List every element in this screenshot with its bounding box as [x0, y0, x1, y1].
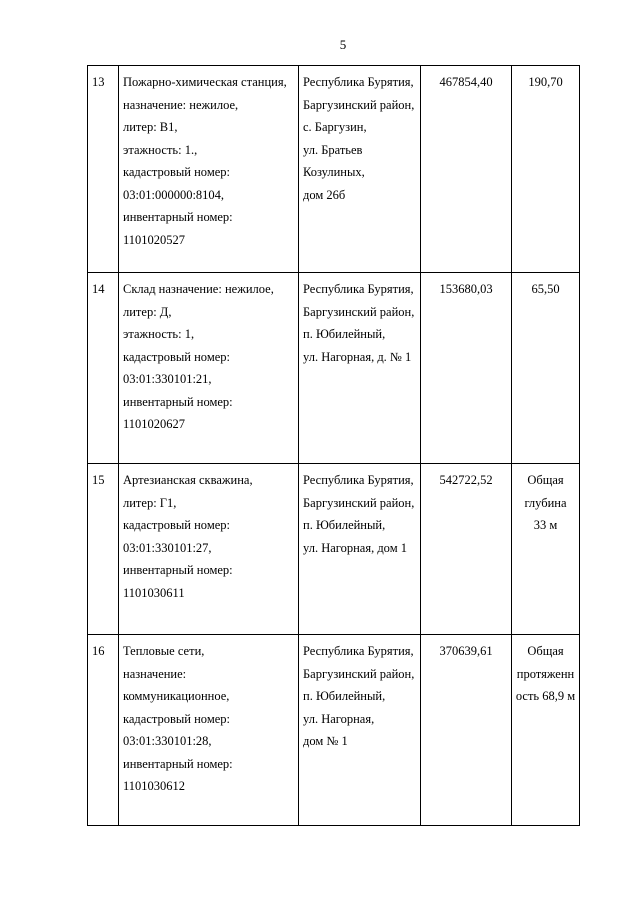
address-line: Баргузинский район, — [303, 97, 415, 112]
object-size — [512, 464, 580, 635]
description-line: кадастровый номер: — [123, 165, 231, 179]
description-line: 1101020527 — [123, 232, 186, 247]
description-line: кадастровый номер: — [123, 711, 231, 726]
address-line: п. Юбилейный, — [303, 518, 386, 532]
table-row — [88, 273, 580, 464]
object-address — [299, 273, 421, 464]
row-number: 14 — [88, 273, 119, 464]
address-line: Баргузинский район, — [303, 495, 415, 510]
size-line: протяженн — [516, 666, 575, 681]
description-line: Артезианская скважина, — [123, 473, 253, 487]
description-line: 03:01:000000:8104, — [123, 187, 225, 202]
description-line: кадастровый номер: — [123, 349, 231, 364]
description-line: 03:01:330101:27, — [123, 540, 212, 555]
description-line: 1101020627 — [123, 417, 186, 431]
address-line: ул. Нагорная, дом 1 — [303, 540, 407, 555]
size-line: 65,50 — [531, 282, 560, 296]
page-number: 5 — [339, 37, 347, 52]
row-number: 16 — [88, 635, 119, 826]
description-line: назначение: нежилое, — [123, 97, 239, 112]
description-line: коммуникационное, — [123, 689, 230, 703]
object-address — [299, 464, 421, 635]
description-line: литер: Г1, — [123, 495, 177, 510]
object-description — [119, 273, 299, 464]
object-address — [299, 635, 421, 826]
address-line: Баргузинский район, — [303, 304, 415, 319]
description-line: 1101030611 — [123, 585, 185, 600]
description-line: 03:01:330101:28, — [123, 734, 212, 748]
address-line: п. Юбилейный, — [303, 689, 386, 703]
address-line: Козулиных, — [303, 165, 365, 179]
address-line: Республика Бурятия, — [303, 644, 414, 658]
object-cost: 542722,52 — [421, 464, 512, 635]
object-size — [512, 273, 580, 464]
property-table — [87, 65, 580, 826]
description-line: Тепловые сети, — [123, 644, 205, 658]
description-line: назначение: — [123, 666, 187, 681]
object-description — [119, 66, 299, 273]
address-line: с. Баргузин, — [303, 120, 367, 134]
row-number: 15 — [88, 464, 119, 635]
table-row — [88, 464, 580, 635]
size-line: глубина — [524, 495, 567, 510]
description-line: литер: В1, — [123, 120, 178, 134]
object-address — [299, 66, 421, 273]
description-line: Склад назначение: нежилое, — [123, 282, 274, 296]
address-line: ул. Братьев — [303, 142, 363, 157]
address-line: п. Юбилейный, — [303, 327, 386, 341]
address-line: ул. Нагорная, д. № 1 — [303, 349, 412, 364]
description-line: инвентарный номер: — [123, 210, 233, 224]
object-size — [512, 66, 580, 273]
description-line: этажность: 1, — [123, 327, 195, 341]
address-line: Республика Бурятия, — [303, 473, 414, 487]
object-size — [512, 635, 580, 826]
size-line: Общая — [527, 473, 564, 487]
size-line: 33 м — [533, 518, 558, 532]
table-row — [88, 66, 580, 273]
object-description — [119, 635, 299, 826]
row-number: 13 — [88, 66, 119, 273]
description-line: Пожарно-химическая станция, — [123, 75, 287, 89]
address-line: Баргузинский район, — [303, 666, 415, 681]
property-table-body — [88, 66, 580, 826]
description-line: 1101030612 — [123, 779, 186, 793]
address-line: дом № 1 — [303, 734, 348, 748]
object-description — [119, 464, 299, 635]
address-line: ул. Нагорная, — [303, 711, 375, 726]
address-line: Республика Бурятия, — [303, 75, 414, 89]
description-line: литер: Д, — [123, 304, 172, 319]
object-cost: 370639,61 — [421, 635, 512, 826]
description-line: 03:01:330101:21, — [123, 372, 212, 386]
description-line: кадастровый номер: — [123, 518, 231, 532]
description-line: этажность: 1., — [123, 142, 198, 157]
size-line: Общая — [527, 644, 564, 658]
address-line: Республика Бурятия, — [303, 282, 414, 296]
description-line: инвентарный номер: — [123, 563, 233, 577]
object-cost: 153680,03 — [421, 273, 512, 464]
address-line: дом 26б — [303, 187, 346, 202]
size-line: 190,70 — [528, 75, 563, 89]
description-line: инвентарный номер: — [123, 756, 233, 771]
size-line: ость 68,9 м — [515, 689, 576, 703]
object-cost: 467854,40 — [421, 66, 512, 273]
description-line: инвентарный номер: — [123, 394, 233, 409]
table-row — [88, 635, 580, 826]
